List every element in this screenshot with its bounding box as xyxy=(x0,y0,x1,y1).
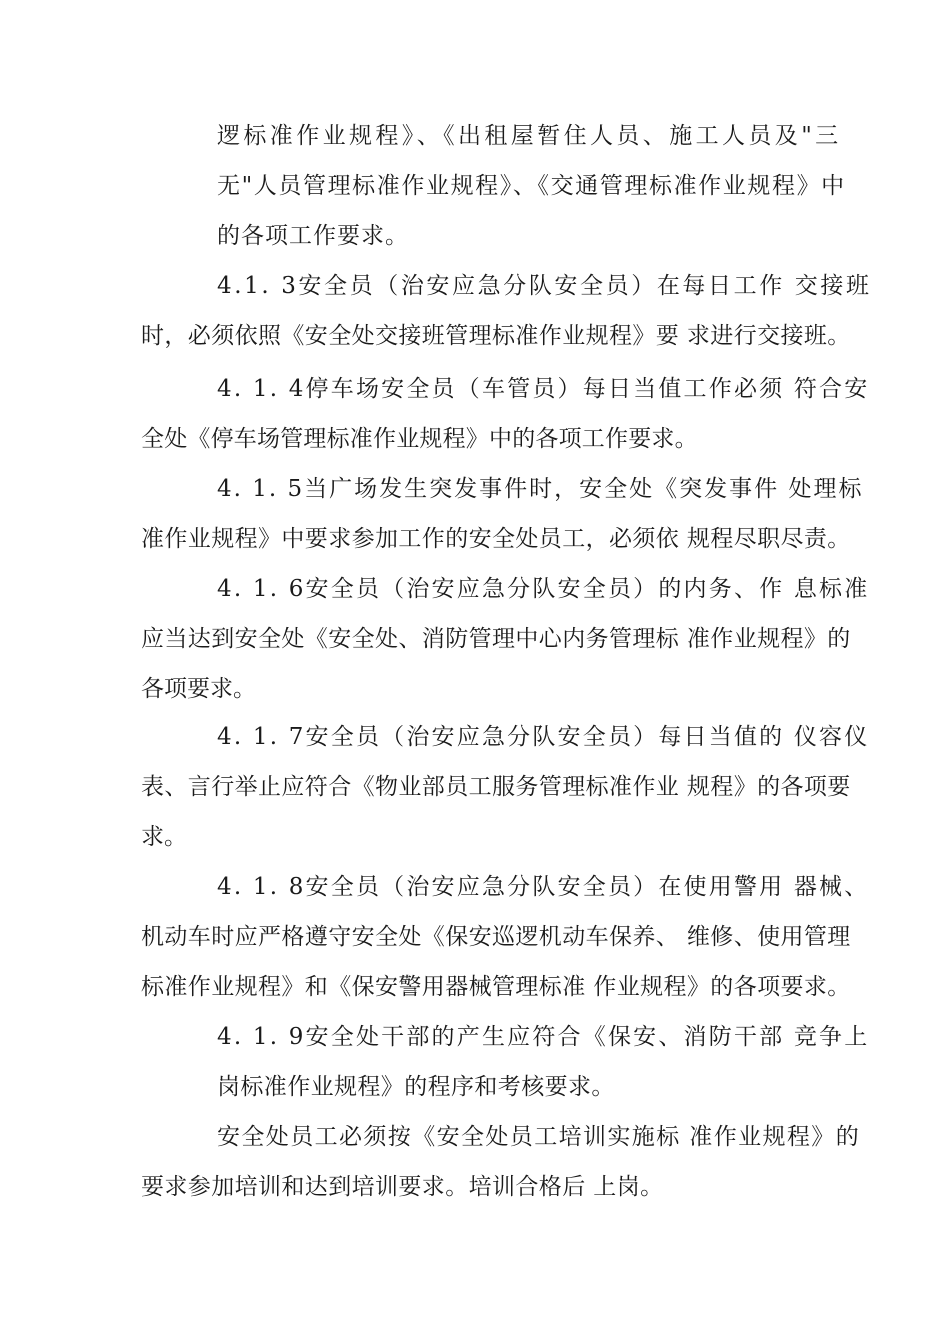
text-line: 4. 1. 6安全员（治安应急分队安全员）的内务、作 息标准 xyxy=(217,576,870,602)
text-line: 4. 1. 5当广场发生突发事件时，安全处《突发事件 处理标 xyxy=(217,476,864,502)
text-line: 无"人员管理标准作业规程》、《交通管理标准作业规程》中 xyxy=(217,173,846,199)
text-line: 应当达到安全处《安全处、消防管理中心内务管理标 准作业规程》的 xyxy=(141,626,851,652)
text-line: 4. 1. 7安全员（治安应急分队安全员）每日当值的 仪容仪 xyxy=(217,724,870,750)
text-line: 时，必须依照《安全处交接班管理标准作业规程》要 求进行交接班。 xyxy=(141,323,851,349)
text-line: 表、言行举止应符合《物业部员工服务管理标准作业 规程》的各项要 xyxy=(141,774,851,800)
text-line: 岗标准作业规程》的程序和考核要求。 xyxy=(217,1074,615,1100)
text-line: 4. 1. 4停车场安全员（车管员）每日当值工作必须 符合安 xyxy=(217,376,870,402)
text-line: 4. 1. 9安全处干部的产生应符合《保安、消防干部 竞争上 xyxy=(217,1024,870,1050)
text-line: 机动车时应严格遵守安全处《保安巡逻机动车保养、 维修、使用管理 xyxy=(141,924,851,950)
text-line: 逻标准作业规程》、《出租屋暂住人员、施工人员及"三 xyxy=(217,123,842,149)
text-line: 各项要求。 xyxy=(141,676,256,702)
text-line: 求。 xyxy=(141,824,187,850)
text-line: 要求参加培训和达到培训要求。培训合格后 上岗。 xyxy=(141,1174,664,1200)
text-line: 4. 1. 8安全员（治安应急分队安全员）在使用警用 器械、 xyxy=(217,874,870,900)
text-line: 准作业规程》中要求参加工作的安全处员工，必须依 规程尽职尽责。 xyxy=(141,526,851,552)
text-line: 4.1. 3安全员（治安应急分队安全员）在每日工作 交接班 xyxy=(217,273,872,299)
text-line: 全处《停车场管理标准作业规程》中的各项工作要求。 xyxy=(141,426,698,452)
text-line: 的各项工作要求。 xyxy=(217,223,409,249)
text-line: 安全处员工必须按《安全处员工培训实施标 准作业规程》的 xyxy=(217,1124,861,1150)
text-line: 标准作业规程》和《保安警用器械管理标准 作业规程》的各项要求。 xyxy=(141,974,851,1000)
